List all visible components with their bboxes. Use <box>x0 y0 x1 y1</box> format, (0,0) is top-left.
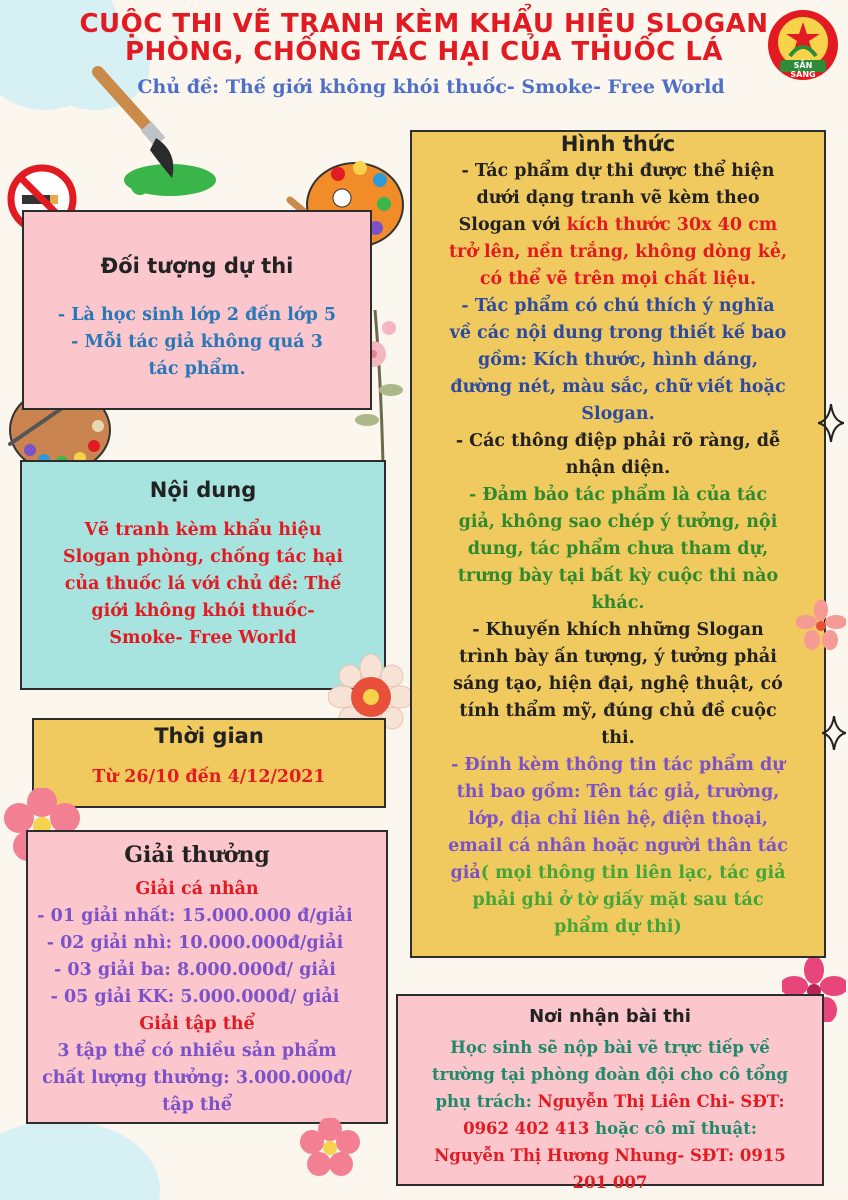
eligibility-text <box>24 302 370 383</box>
eligibility-line: - Mỗi tác giả không quá 3 <box>71 332 323 352</box>
individual-prizes-list <box>22 903 368 1011</box>
format-line <box>412 860 824 887</box>
format-line: gồm: Kích thước, hình dáng, <box>478 350 758 370</box>
theme-subtitle: Chủ đề: Thế giới không khói thuốc- Smoke- Free World <box>137 76 725 98</box>
content-line: của thuốc lá với chủ đề: Thế <box>64 574 342 594</box>
sparkle-icon <box>818 404 844 442</box>
submission-line: Học sinh sẽ nộp bài vẽ trực tiếp về <box>450 1038 770 1057</box>
format-line: trở lên, nền trắng, không dòng kẻ, <box>448 242 788 262</box>
submission-line <box>398 1088 822 1115</box>
group-prizes-heading: Giải tập thể <box>139 1014 255 1034</box>
youth-union-badge-icon <box>766 8 840 82</box>
submission-line <box>398 1115 822 1142</box>
individual-prizes-heading: Giải cá nhân <box>135 879 259 899</box>
group-prizes-list <box>28 1038 366 1119</box>
content-line: giới không khói thuốc- <box>91 601 315 621</box>
timeline-heading: Thời gian <box>154 724 264 748</box>
timeline-text: Từ 26/10 đến 4/12/2021 <box>92 767 326 787</box>
format-line: trưng bày tại bất kỳ cuộc thi nào <box>457 566 779 586</box>
format-line: tính thẩm mỹ, đúng chủ đề cuộc <box>459 701 777 721</box>
format-line: lớp, địa chỉ liên hệ, điện thoại, <box>468 809 768 829</box>
prizes-card <box>26 830 388 1124</box>
format-line: thi. <box>601 728 635 748</box>
content-heading: Nội dung <box>149 478 257 502</box>
submission-text <box>398 1034 822 1196</box>
format-line: sáng tạo, hiện đại, nghệ thuật, có <box>453 674 783 694</box>
format-line: có thể vẽ trên mọi chất liệu. <box>479 269 757 289</box>
flower-icon <box>300 1118 360 1178</box>
format-line: email cá nhân hoặc người thân tác <box>448 836 788 856</box>
flower-icon <box>796 600 846 650</box>
prize-line: 3 tập thể có nhiều sản phẩm <box>57 1041 337 1061</box>
content-line: Vẽ tranh kèm khẩu hiệu <box>84 520 322 540</box>
format-highlight: kích thước 30x 40 cm <box>566 215 778 235</box>
format-span: Slogan với <box>458 215 567 235</box>
eligibility-heading: Đối tượng dự thi <box>100 254 294 278</box>
submission-contact: Nguyễn Thị Liên Chi- SĐT: <box>537 1092 785 1111</box>
prize-line: tập thể <box>162 1095 232 1115</box>
eligibility-line: tác phẩm. <box>148 359 246 379</box>
format-line: đường nét, màu sắc, chữ viết hoặc <box>450 377 786 397</box>
content-line: Slogan phòng, chống tác hại <box>62 547 344 567</box>
format-text <box>412 158 824 941</box>
submission-span: phụ trách: <box>435 1092 538 1111</box>
prize-line: - 01 giải nhất: 15.000.000 đ/giải <box>37 906 353 926</box>
timeline-card <box>32 718 386 808</box>
prize-line: - 03 giải ba: 8.000.000đ/ giải <box>54 960 336 980</box>
format-line: giả, không sao chép ý tưởng, nội <box>458 512 778 532</box>
format-line: - Đính kèm thông tin tác phẩm dự <box>451 755 785 775</box>
paintbrush-icon <box>80 60 230 200</box>
submission-line: trường tại phòng đoàn đội cho cô tổng <box>431 1065 788 1084</box>
format-line: nhận diện. <box>565 458 671 478</box>
format-line: dung, tác phẩm chưa tham dự, <box>467 539 769 559</box>
corner-blob <box>0 1120 160 1200</box>
format-line: trình bày ấn tượng, ý tưởng phải <box>459 647 777 667</box>
format-line: khác. <box>591 593 645 613</box>
content-line: Smoke- Free World <box>109 628 297 648</box>
eligibility-line: - Là học sinh lớp 2 đến lớp 5 <box>57 305 337 325</box>
submission-card <box>396 994 824 1192</box>
submission-span: hoặc cô mĩ thuật: <box>589 1119 757 1138</box>
format-line: về các nội dung trong thiết kế bao <box>449 323 787 343</box>
format-span: ( mọi thông tin liên lạc, tác giả <box>480 863 786 883</box>
format-line: - Tác phẩm có chú thích ý nghĩa <box>461 296 775 316</box>
submission-phone: 0962 402 413 <box>463 1119 590 1138</box>
eligibility-card <box>22 210 372 410</box>
prizes-heading: Giải thưởng <box>124 842 270 868</box>
format-line: - Đảm bảo tác phẩm là của tác <box>469 485 767 505</box>
page-title-line2: PHÒNG, CHỐNG TÁC HẠI CỦA THUỐC LÁ <box>124 37 724 67</box>
format-line: thi bao gồm: Tên tác giả, trường, <box>456 782 780 802</box>
format-span: giả <box>450 863 481 883</box>
badge-label: SẴN SÀNG <box>790 61 816 79</box>
format-line: - Khuyến khích những Slogan <box>472 620 764 640</box>
format-line: phẩm dự thi) <box>554 917 682 937</box>
sparkle-icon <box>822 716 846 750</box>
format-line: Slogan. <box>581 404 655 424</box>
format-line: dưới dạng tranh vẽ kèm theo <box>476 188 760 208</box>
submission-phone: 201 007 <box>572 1173 648 1192</box>
prize-line: - 02 giải nhì: 10.000.000đ/giải <box>46 933 344 953</box>
submission-heading: Nơi nhận bài thi <box>529 1006 691 1027</box>
prize-line: chất lượng thưởng: 3.000.000đ/ <box>42 1068 352 1088</box>
format-heading: Hình thức <box>560 132 676 156</box>
format-line: - Tác phẩm dự thi được thể hiện <box>461 161 775 181</box>
format-line: phải ghi ở tờ giấy mặt sau tác <box>472 890 764 910</box>
format-line: - Các thông điệp phải rõ ràng, dễ <box>455 431 781 451</box>
format-card <box>410 130 826 958</box>
prize-line: - 05 giải KK: 5.000.000đ/ giải <box>50 987 340 1007</box>
content-text <box>22 517 384 652</box>
format-line <box>412 212 824 239</box>
submission-contact: Nguyễn Thị Hương Nhung- SĐT: 0915 <box>434 1146 786 1165</box>
page-title-line1: CUỘC THI VẼ TRANH KÈM KHẨU HIỆU SLOGAN <box>79 9 769 39</box>
